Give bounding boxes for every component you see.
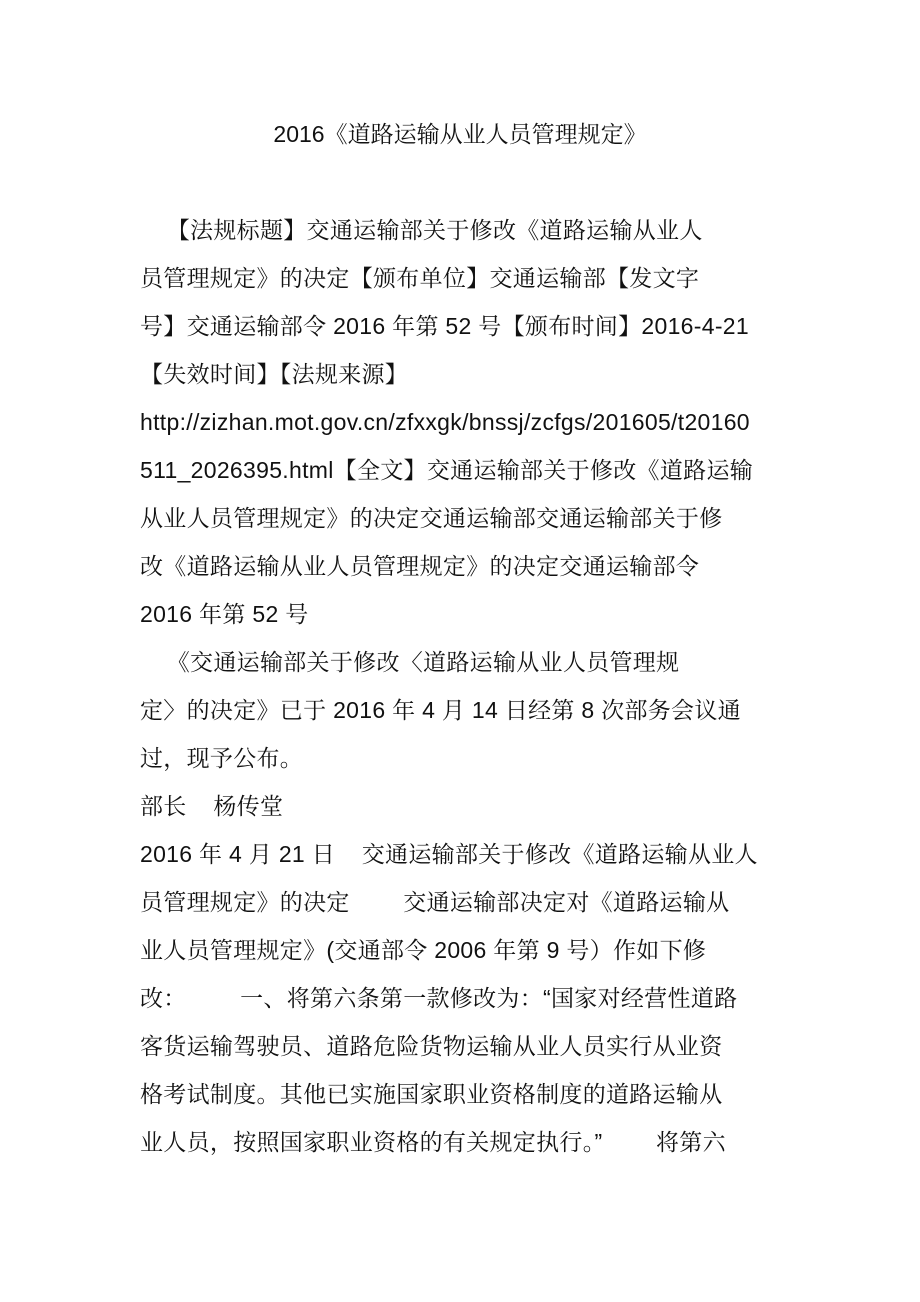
document-title: 2016《道路运输从业人员管理规定》 [273, 121, 647, 147]
text-line: 《交通运输部关于修改〈道路运输从业人员管理规 [140, 649, 680, 675]
text-line: 员管理规定》的决定 交通运输部决定对《道路运输从 [140, 889, 730, 915]
source-url-line: http://zizhan.mot.gov.cn/zfxxgk/bnssj/zcfgs/201605/t20160 [140, 409, 750, 435]
text-line: 格考试制度。其他已实施国家职业资格制度的道路运输从 [140, 1081, 723, 1107]
text-line: 过，现予公布。 [140, 745, 304, 771]
text-line: 改《道路运输从业人员管理规定》的决定交通运输部令 [140, 553, 700, 579]
text-line: 业人员，按照国家职业资格的有关规定执行。” 将第六 [140, 1129, 726, 1155]
text-line: 员管理规定》的决定【颁布单位】交通运输部【发文字 [140, 265, 700, 291]
text-line: 客货运输驾驶员、道路危险货物运输从业人员实行从业资 [140, 1033, 723, 1059]
text-line: 业人员管理规定》(交通部令 2006 年第 9 号）作如下修 [140, 937, 707, 963]
signature-line: 部长 杨传堂 [140, 793, 284, 819]
text-line: 改： 一、将第六条第一款修改为：“国家对经营性道路 [140, 985, 738, 1011]
text-line: 2016 年 4 月 21 日 交通运输部关于修改《道路运输从业人 [140, 841, 758, 867]
text-line: 定〉的决定》已于 2016 年 4 月 14 日经第 8 次部务会议通 [140, 697, 741, 723]
text-line: 从业人员管理规定》的决定交通运输部交通运输部关于修 [140, 505, 723, 531]
text-line: 511_2026395.html【全文】交通运输部关于修改《道路运输 [140, 457, 754, 483]
text-line: 【失效时间】【法规来源】 [140, 361, 409, 387]
text-line: 号】交通运输部令 2016 年第 52 号【颁布时间】2016-4-21 [140, 313, 749, 339]
text-line: 2016 年第 52 号 [140, 601, 309, 627]
text-line: 【法规标题】交通运输部关于修改《道路运输从业人 [140, 217, 703, 243]
